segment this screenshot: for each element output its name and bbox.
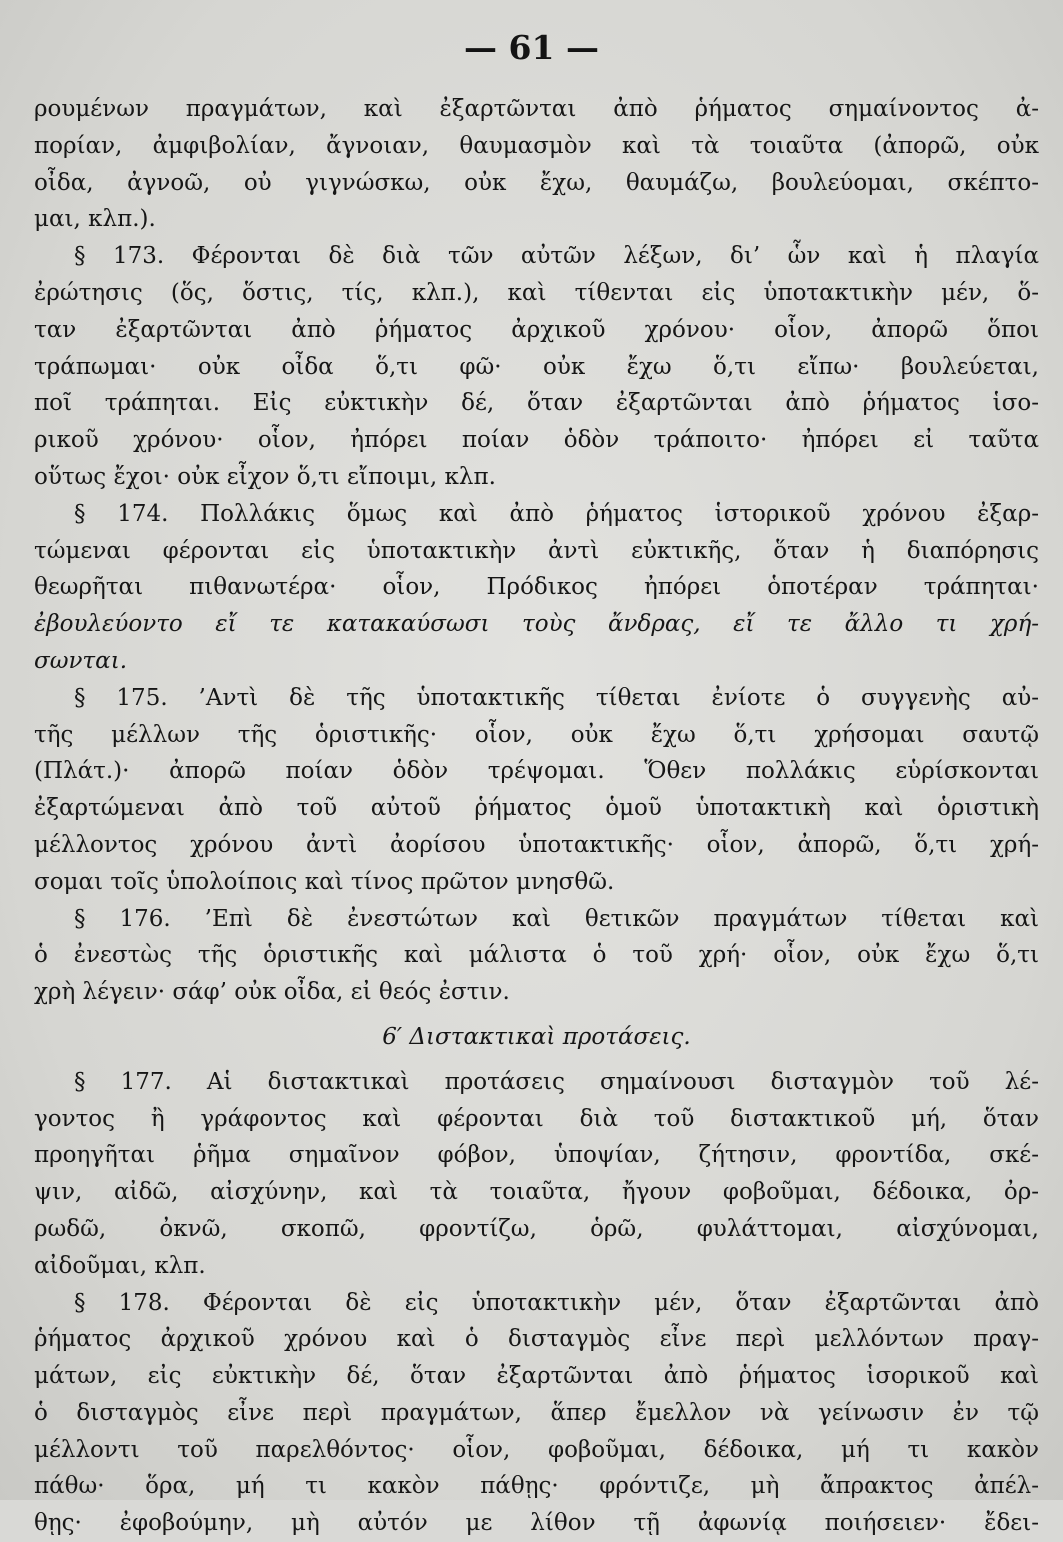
text-line: πάθω· ὅρα, μή τι κακὸν πάθῃς· φρόντιζε, μὴ ἄπρακτος ἀπέλ- — [34, 1473, 1039, 1500]
text-line: (Πλάτ.)· ἀπορῶ ποίαν ὁδὸν τρέψομαι. Ὅθεν πολλάκις εὑρίσκονται — [34, 758, 1039, 785]
text-line: ταν ἐξαρτῶνται ἀπὸ ῥήματος ἀρχικοῦ χρόνου· οἷον, ἀπορῶ ὅποι — [34, 316, 1039, 343]
text-line: ῥήματος ἀρχικοῦ χρόνου καὶ ὁ δισταγμὸς εἶνε περὶ μελλόντων πραγ- — [34, 1326, 1039, 1353]
text-line: γοντος ἢ γράφοντος καὶ φέρονται διὰ τοῦ διστακτικοῦ μή, ὅταν — [34, 1105, 1039, 1132]
text-line: θῃς· ἐφοβούμην, μὴ αὐτόν με λίθον τῇ ἀφωνίᾳ ποιήσειεν· ἔδει- — [34, 1510, 1039, 1537]
text-line: χρὴ λέγειν· σάφ’ οὐκ οἶδα, εἰ θεός ἐστιν. — [34, 979, 510, 1006]
text-line: σομαι τοῖς ὑπολοίποις καὶ τίνος πρῶτον μνησθῶ. — [34, 868, 615, 895]
page-number-header: — 61 — — [464, 28, 599, 67]
paragraph-176-start: § 176. ’Επὶ δὲ ἐνεστώτων καὶ θετικῶν πραγμάτων τίθεται καὶ — [74, 905, 1039, 932]
text-line: αἰδοῦμαι, κλπ. — [34, 1252, 206, 1279]
text-line: ρουμένων πραγμάτων, καὶ ἐξαρτῶνται ἀπὸ ῥήματος σημαίνοντος ἀ- — [34, 96, 1039, 122]
paragraph-178-start: § 178. Φέρονται δὲ εἰς ὑποτακτικὴν μέν, ὅταν ἐξαρτῶνται ἀπὸ — [74, 1289, 1039, 1316]
text-line: μάτων, εἰς εὐκτικὴν δέ, ὅταν ἐξαρτῶνται ἀπὸ ῥήματος ἱσορικοῦ καὶ — [34, 1363, 1039, 1390]
paragraph-174-start: § 174. Πολλάκις ὅμως καὶ ἀπὸ ῥήματος ἱστορικοῦ χρόνου ἐξαρ- — [74, 500, 1039, 527]
text-line: οἶδα, ἀγνοῶ, οὐ γιγνώσκω, οὐκ ἔχω, θαυμάζω, βουλεύομαι, σκέπτο- — [34, 169, 1039, 196]
text-line: θεωρῆται πιθανωτέρα· οἷον, Πρόδικος ἠπόρει ὁποτέραν τράπηται· — [34, 574, 1039, 601]
text-line: ὁ δισταγμὸς εἶνε περὶ πραγμάτων, ἅπερ ἔμελλον νὰ γείνωσιν ἐν τῷ — [34, 1399, 1039, 1426]
paragraph-177-start: § 177. Αἱ διστακτικαὶ προτάσεις σημαίνουσι δισταγμὸν τοῦ λέ- — [74, 1068, 1039, 1095]
body-text — [34, 91, 1039, 1542]
text-line: ἐξαρτώμεναι ἀπὸ τοῦ αὐτοῦ ῥήματος ὁμοῦ ὑποτακτικὴ καὶ ὁριστικὴ — [34, 795, 1039, 822]
text-line: σωνται. — [34, 647, 128, 674]
text-line: μέλλοντος χρόνου ἀντὶ ἀορίσου ὑποτακτικῆς· οἷον, ἀπορῶ, ὅ,τι χρή- — [34, 831, 1039, 858]
text-line: τράπωμαι· οὐκ οἶδα ὅ,τι φῶ· οὐκ ἔχω ὅ,τι εἴπω· βουλεύεται, — [34, 353, 1039, 380]
text-line: ρωδῶ, ὀκνῶ, σκοπῶ, φροντίζω, ὁρῶ, φυλάττομαι, αἰσχύνομαι, — [34, 1215, 1039, 1242]
text-line: ποῖ τράπηται. Εἰς εὐκτικὴν δέ, ὅταν ἐξαρτῶνται ἀπὸ ῥήματος ἱσο- — [34, 390, 1039, 417]
text-line: ἐβουλεύοντο εἴ τε κατακαύσωσι τοὺς ἄνδρας, εἴ τε ἄλλο τι χρή- — [34, 611, 1039, 638]
text-line: μαι, κλπ.). — [34, 206, 156, 233]
text-line: μέλλοντι τοῦ παρελθόντος· οἷον, φοβοῦμαι, δέδοικα, μή τι κακὸν — [34, 1436, 1039, 1463]
text-line: προηγῆται ῥῆμα σημαῖνον φόβον, ὑποψίαν, ζήτησιν, φροντίδα, σκέ- — [34, 1142, 1039, 1169]
paragraph-175-start: § 175. ’Αντὶ δὲ τῆς ὑποτακτικῆς τίθεται ἐνίοτε ὁ συγγενὴς αὐ- — [74, 684, 1039, 711]
paragraph-173-start: § 173. Φέρονται δὲ διὰ τῶν αὐτῶν λέξων, δι’ ὧν καὶ ἡ πλαγία — [74, 243, 1039, 270]
text-line: τώμεναι φέρονται εἰς ὑποτακτικὴν ἀντὶ εὐκτικῆς, ὅταν ἡ διαπόρησις — [34, 537, 1039, 564]
text-line: ἐρώτησις (ὅς, ὅστις, τίς, κλπ.), καὶ τίθενται εἰς ὑποτακτικὴν μέν, ὅ- — [34, 279, 1039, 306]
text-line: ὁ ἐνεστὼς τῆς ὁριστικῆς καὶ μάλιστα ὁ τοῦ χρή· οἷον, οὐκ ἔχω ὅ,τι — [34, 942, 1039, 969]
text-line: τῆς μέλλων τῆς ὁριστικῆς· οἷον, οὐκ ἔχω ὅ,τι χρήσομαι σαυτῷ — [34, 721, 1039, 748]
section-heading: 6′ Διστακτικαὶ προτάσεις. — [382, 1023, 691, 1050]
text-line: ψιν, αἰδῶ, αἰσχύνην, καὶ τὰ τοιαῦτα, ἤγουν φοβοῦμαι, δέδοικα, ὀρ- — [34, 1179, 1039, 1206]
text-line: οὕτως ἔχοι· οὐκ εἶχον ὅ,τι εἴποιμι, κλπ. — [34, 463, 496, 490]
text-line: ρικοῦ χρόνου· οἷον, ἠπόρει ποίαν ὁδὸν τράποιτο· ἠπόρει εἰ ταῦτα — [34, 427, 1039, 454]
text-line: πορίαν, ἀμφιβολίαν, ἄγνοιαν, θαυμασμὸν καὶ τὰ τοιαῦτα (ἀπορῶ, οὐκ — [34, 132, 1039, 159]
